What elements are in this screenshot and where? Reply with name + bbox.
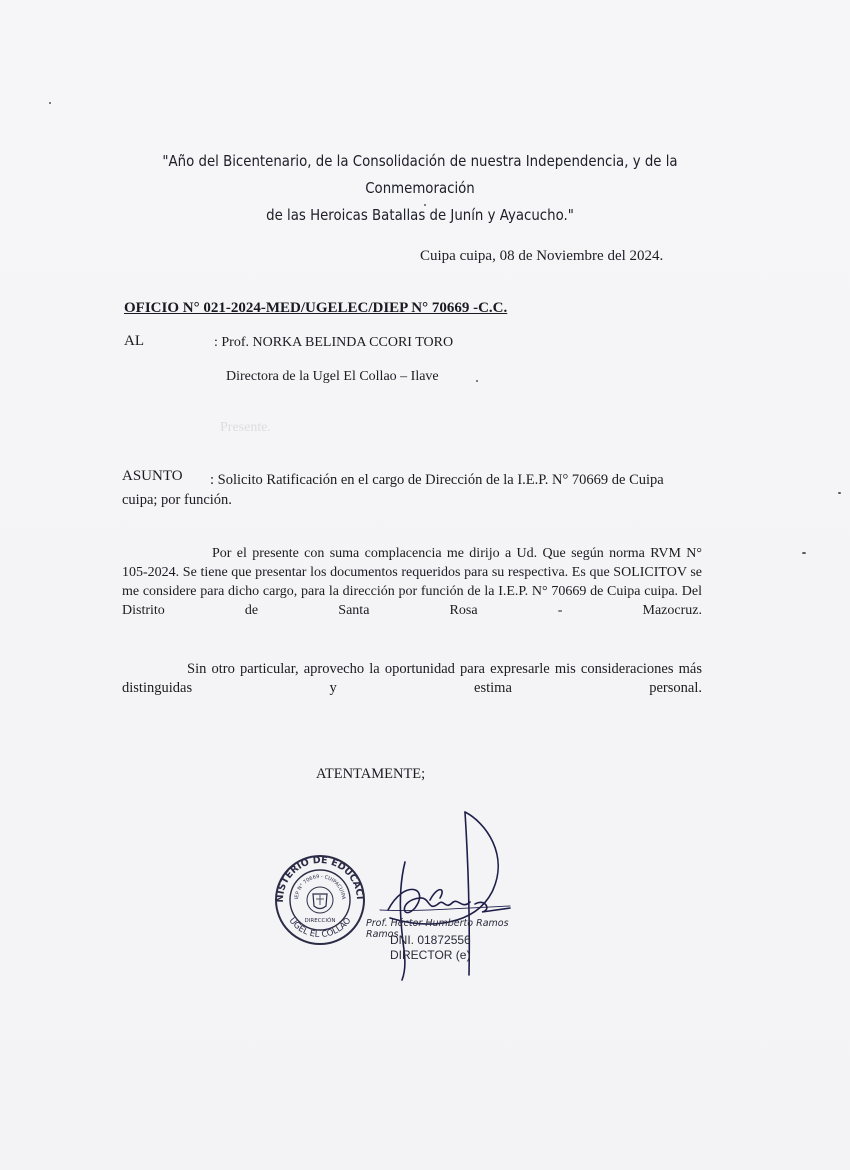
year-motto-line-2: de las Heroicas Batallas de Junín y Ayacucho." bbox=[266, 206, 574, 224]
signatory-dni: DNI. 01872556 bbox=[390, 933, 471, 947]
seal-center-text: DIRECCIÓN bbox=[304, 918, 336, 924]
scan-speck bbox=[476, 380, 478, 382]
signatory-title: DIRECTOR (e) bbox=[390, 948, 471, 962]
signatory-name: Prof. Héctor Humberto Ramos Ramos bbox=[366, 918, 509, 940]
year-motto bbox=[162, 148, 678, 229]
official-seal-icon bbox=[275, 855, 365, 944]
oficio-reference: OFICIO N° 021-2024-MED/UGELEC/DIEP N° 70669 -C.C. bbox=[124, 300, 508, 316]
scan-speck bbox=[802, 552, 806, 554]
seal-inner-text: IEP N° 70669 - CUIPACUIPA bbox=[293, 873, 347, 900]
closing-salutation: ATENTAMENTE; bbox=[316, 766, 426, 782]
scan-speck bbox=[424, 204, 426, 206]
seal-outer-text: MINISTERIO DE EDUCACIÓN bbox=[274, 854, 366, 903]
presente-faded-text: Presente. bbox=[220, 420, 271, 435]
body-paragraph-1: Por el presente con suma complacencia me dirijo a Ud. Que según norma RVM N° 105-2024. Se tiene que presentar los documentos requeridos para su respectiva. Es que SOLICITOV se me considere para dicho cargo, para la dirección por función de la I.E.P. N° 70669 de Cuipa cuipa. Del Distrito de Santa Rosa - Mazocruz. bbox=[122, 546, 702, 618]
year-motto-line-1: "Año del Bicentenario, de la Consolidación de nuestra Independencia, y de la Conmemoración bbox=[162, 152, 678, 197]
subject-text: : Solicito Ratificación en el cargo de Dirección de la I.E.P. N° 70669 de Cuipa cuipa; por función. bbox=[122, 472, 664, 508]
subject-label: ASUNTO bbox=[122, 468, 183, 484]
body-paragraph-2: Sin otro particular, aprovecho la oportunidad para expresarle mis consideraciones más distinguidas y estima personal. bbox=[122, 661, 702, 696]
recipient-name: : Prof. NORKA BELINDA CCORI TORO bbox=[214, 335, 454, 350]
recipient-label: AL bbox=[124, 333, 144, 349]
seal-bottom-text: UGEL EL COLLAO bbox=[286, 916, 354, 941]
place-date-line: Cuipa cuipa, 08 de Noviembre del 2024. bbox=[420, 248, 664, 264]
scan-speck bbox=[49, 102, 51, 104]
signature-block bbox=[270, 800, 530, 990]
recipient-role: Directora de la Ugel El Collao – Ilave bbox=[226, 369, 439, 384]
scan-speck bbox=[838, 492, 841, 494]
